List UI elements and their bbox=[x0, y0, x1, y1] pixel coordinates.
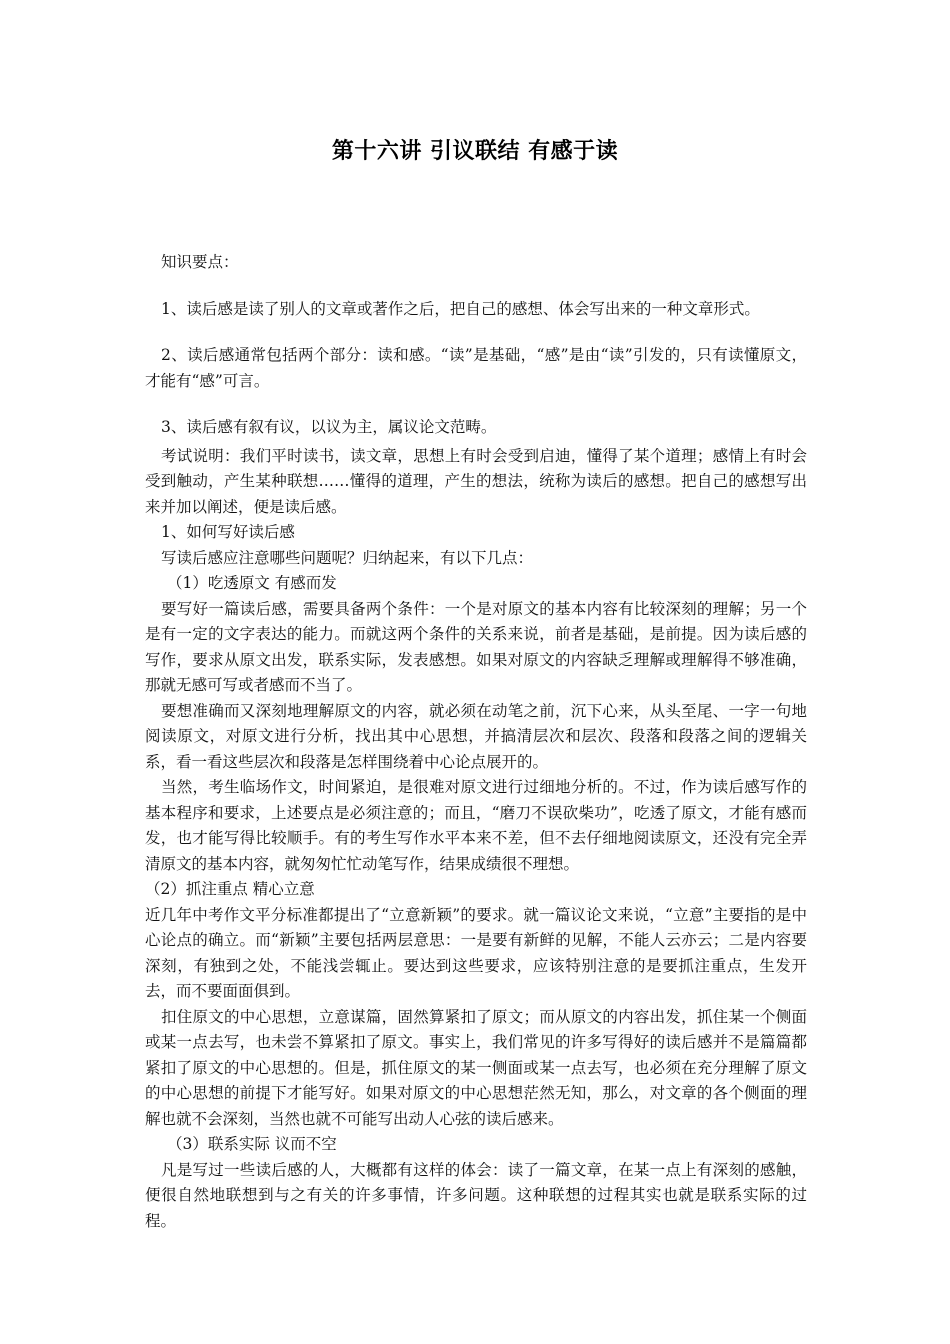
paragraph-body-1: 要写好一篇读后感，需要具备两个条件：一个是对原文的基本内容有比较深刻的理解；另一个是有一定的文字表达的能力。而就这两个条件的关系来说，前者是基础，是前提。因为读后感的写作，要求从原文出发，联系实际，发表感想。如果对原文的内容缺乏理解或理解得不够准确，那就无感可写或者感而不当了。 bbox=[145, 599, 807, 694]
paragraph-section-heading: 1、如何写好读后感 bbox=[161, 523, 295, 541]
paragraph-subheading-3: （3）联系实际 议而不空 bbox=[167, 1135, 337, 1153]
paragraph-exam-note: 考试说明：我们平时读书，读文章，思想上有时会受到启迪，懂得了某个道理；感情上有时会受到触动，产生某种联想……懂得的道理，产生的想法，统称为读后的感想。把自己的感想写出来并加以阐述，便是读后感。 bbox=[145, 446, 807, 516]
document-body bbox=[145, 250, 807, 1234]
paragraph-point-3: 3、读后感有叙有议，以议为主，属议论文范畴。 bbox=[161, 418, 497, 436]
document-title: 第十六讲 引议联结 有感于读 bbox=[331, 139, 619, 164]
paragraph-body-4: 近几年中考作文平分标准都提出了“立意新颖”的要求。就一篇议论文来说，“立意”主要指的是中心论点的确立。而“新颖”主要包括两层意思：一是要有新鲜的见解，不能人云亦云；二是内容要深刻，有独到之处，不能浅尝辄止。要达到这些要求，应该特别注意的是要抓注重点，生发开去，而不要面面俱到。 bbox=[145, 905, 807, 1000]
paragraph-body-2: 要想准确而又深刻地理解原文的内容，就必须在动笔之前，沉下心来，从头至尾、一字一句地阅读原文，对原文进行分析，找出其中心思想，并搞清层次和层次、段落和段落之间的逻辑关系，看一看这些层次和段落是怎样围绕着中心论点展开的。 bbox=[145, 701, 807, 771]
paragraph-intro: 写读后感应注意哪些问题呢？归纳起来，有以下几点： bbox=[161, 548, 534, 567]
paragraph-body-5: 扣住原文的中心思想，立意谋篇，固然算紧扣了原文；而从原文的内容出发，抓住某一个侧面或某一点去写，也未尝不算紧扣了原文。事实上，我们常见的许多写得好的读后感并不是篇篇都紧扣了原文的中心思想的。但是，抓住原文的某一侧面或某一点去写，也必须在充分理解了原文的中心思想的前提下才能写好。如果对原文的中心思想茫然无知，那么，对文章的各个侧面的理解也就不会深刻，当然也就不可能写出动人心弦的读后感来。 bbox=[145, 1007, 807, 1128]
paragraph-subheading-2: （2）抓注重点 精心立意 bbox=[145, 880, 315, 898]
paragraph-body-6: 凡是写过一些读后感的人，大概都有这样的体会：读了一篇文章，在某一点上有深刻的感触，便很自然地联想到与之有关的许多事情，许多问题。这种联想的过程其实也就是联系实际的过程。 bbox=[145, 1160, 807, 1230]
paragraph-point-1: 1、读后感是读了别人的文章或著作之后，把自己的感想、体会写出来的一种文章形式。 bbox=[161, 299, 760, 318]
paragraph-point-2: 2、读后感通常包括两个部分：读和感。“读”是基础，“感”是由“读”引发的，只有读懂原文，才能有“感”可言。 bbox=[145, 346, 807, 390]
paragraph-body-3: 当然，考生临场作文，时间紧迫，是很难对原文进行过细地分析的。不过，作为读后感写作的基本程序和要求，上述要点是必须注意的；而且，“磨刀不误砍柴功”，吃透了原文，才能有感而发，也才能写得比较顺手。有的考生写作水平本来不差，但不去仔细地阅读原文，还没有完全弄清原文的基本内容，就匆匆忙忙动笔写作，结果成绩很不理想。 bbox=[145, 778, 807, 873]
paragraph-knowledge-heading: 知识要点： bbox=[161, 253, 239, 271]
paragraph-subheading-1: （1）吃透原文 有感而发 bbox=[167, 574, 337, 592]
